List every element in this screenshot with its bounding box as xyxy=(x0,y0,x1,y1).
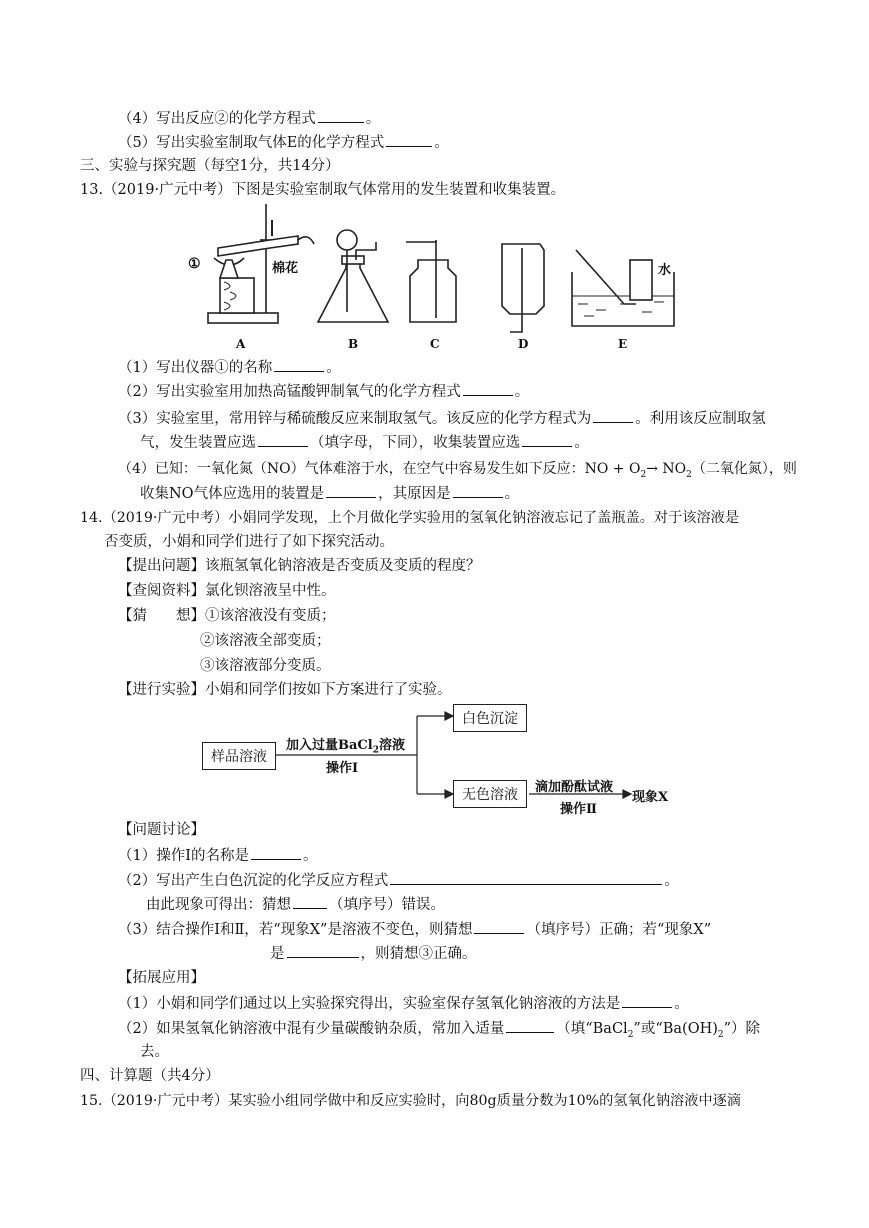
section-3-heading: 三、实验与探究题（每空1分，共14分） xyxy=(80,158,340,174)
label-circle-one: ① xyxy=(188,256,201,272)
q14-stem-cont: 否变质，小娟和同学们进行了如下探究活动。 xyxy=(104,534,394,550)
extension-2-cont: 去。 xyxy=(140,1044,169,1060)
label-cotton: 棉花 xyxy=(272,261,299,276)
answer-blank[interactable] xyxy=(293,894,327,909)
label-c: C xyxy=(430,337,440,351)
answer-blank[interactable] xyxy=(326,483,376,498)
q13-1: （1）写出仪器①的名称 。 xyxy=(118,357,341,378)
answer-blank[interactable] xyxy=(522,432,572,447)
label-d: D xyxy=(518,337,529,351)
discussion-2: （2）写出产生白色沉淀的化学反应方程式 。 xyxy=(118,870,679,891)
q13-2: （2）写出实验室用加热高锰酸钾制氧气的化学方程式 。 xyxy=(118,381,529,402)
answer-blank[interactable] xyxy=(287,943,359,958)
q15-stem: 15.（2019·广元中考）某实验小组同学做中和反应实验时，向80g质量分数为10%的氢氧化钠溶液中逐滴 xyxy=(80,1093,741,1109)
q14-stem: 14.（2019·广元中考）小娟同学发现，上个月做化学实验用的氢氧化钠溶液忘记了盖瓶盖。对于该溶液是 xyxy=(80,510,740,526)
flow-operation-2: 操作Ⅱ xyxy=(560,802,597,817)
extension-2: （2）如果氢氧化钠溶液中混有少量碳酸钠杂质，常加入适量 （填“BaCl$_2$”或“$Ba(OH)_2$”）除 xyxy=(118,1018,760,1045)
apparatus-b xyxy=(318,230,388,322)
q12-5: （5）写出实验室制取气体E的化学方程式 。 xyxy=(118,132,449,153)
label-water: 水 xyxy=(658,263,672,278)
apparatus-d xyxy=(502,244,544,332)
flow-reagent-2: 滴加酚酞试液 xyxy=(535,780,614,795)
q14-hypothesis-2: ②该溶液全部变质； xyxy=(200,633,331,649)
answer-blank[interactable] xyxy=(453,483,503,498)
flow-operation-1: 操作I xyxy=(326,761,359,776)
flow-white-precipitate-box: 白色沉淀 xyxy=(453,704,527,732)
flow-colorless-solution-box: 无色溶液 xyxy=(453,780,527,808)
label-e: E xyxy=(618,337,628,351)
answer-blank[interactable] xyxy=(251,845,301,860)
flow-reagent-1: 加入过量BaCl$_2$溶液 xyxy=(286,738,405,756)
q13-3-cont: 气，发生装置应选 （填字母，下同），收集装置应选 。 xyxy=(140,432,589,453)
discussion-heading: 【问题讨论】 xyxy=(118,822,205,838)
q14-experiment: 【进行实验】小娟和同学们按如下方案进行了实验。 xyxy=(118,682,452,698)
discussion-1: （1）操作Ⅰ的名称是 。 xyxy=(118,845,317,866)
discussion-3: （3）结合操作Ⅰ和Ⅱ，若“现象X”是溶液不变色，则猜想 （填序号）正确；若“现象X” xyxy=(118,919,711,940)
extension-heading: 【拓展应用】 xyxy=(118,970,205,986)
answer-blank[interactable] xyxy=(274,357,324,372)
apparatus-c xyxy=(406,240,456,322)
extension-1: （1）小娟和同学们通过以上实验探究得出，实验室保存氢氧化钠溶液的方法是 。 xyxy=(118,993,689,1014)
answer-blank[interactable] xyxy=(506,1018,554,1033)
apparatus-e xyxy=(572,250,674,326)
flow-sample-box: 样品溶液 xyxy=(202,742,276,770)
q14-question: 【提出问题】该瓶氢氧化钠溶液是否变质及变质的程度？ xyxy=(118,558,481,574)
flow-result-x: 现象X xyxy=(632,790,669,805)
q12-4: （4）写出反应②的化学方程式 。 xyxy=(118,108,380,129)
answer-blank[interactable] xyxy=(386,132,432,147)
answer-blank[interactable] xyxy=(258,432,308,447)
gas-apparatus-figure xyxy=(180,200,690,355)
q13-4-cont: 收集NO气体应选用的装置是 ，其原因是 。 xyxy=(140,483,519,504)
label-b: B xyxy=(348,337,359,351)
apparatus-a xyxy=(208,204,314,323)
answer-blank[interactable] xyxy=(390,870,662,885)
q13-stem: 13.（2019·广元中考）下图是实验室制取气体常用的发生装置和收集装置。 xyxy=(80,182,566,198)
q14-hypothesis-3: ③该溶液部分变质。 xyxy=(200,658,331,674)
q14-hypothesis-1: 【猜 想】①该溶液没有变质； xyxy=(118,608,336,624)
q13-3: （3）实验室里，常用锌与稀硫酸反应来制取氢气。该反应的化学方程式为 。利用该反应制取氢 xyxy=(118,408,766,429)
answer-blank[interactable] xyxy=(474,919,524,934)
answer-blank[interactable] xyxy=(318,108,364,123)
discussion-2-cont: 由此现象可得出：猜想 （填序号）错误。 xyxy=(146,894,445,915)
section-4-heading: 四、计算题（共4分） xyxy=(80,1068,220,1084)
label-a: A xyxy=(236,337,246,351)
q14-reference: 【查阅资料】氯化钡溶液呈中性。 xyxy=(118,583,336,599)
q13-4: （4）已知：一氧化氮（NO）气体难溶于水，在空气中容易发生如下反应：NO + $O_2\to NO_2$（二氧化氮），则 xyxy=(118,461,797,480)
answer-blank[interactable] xyxy=(593,408,633,423)
answer-blank[interactable] xyxy=(622,993,672,1008)
answer-blank[interactable] xyxy=(463,381,513,396)
discussion-3-cont: 是 ，则猜想③正确。 xyxy=(270,943,477,964)
